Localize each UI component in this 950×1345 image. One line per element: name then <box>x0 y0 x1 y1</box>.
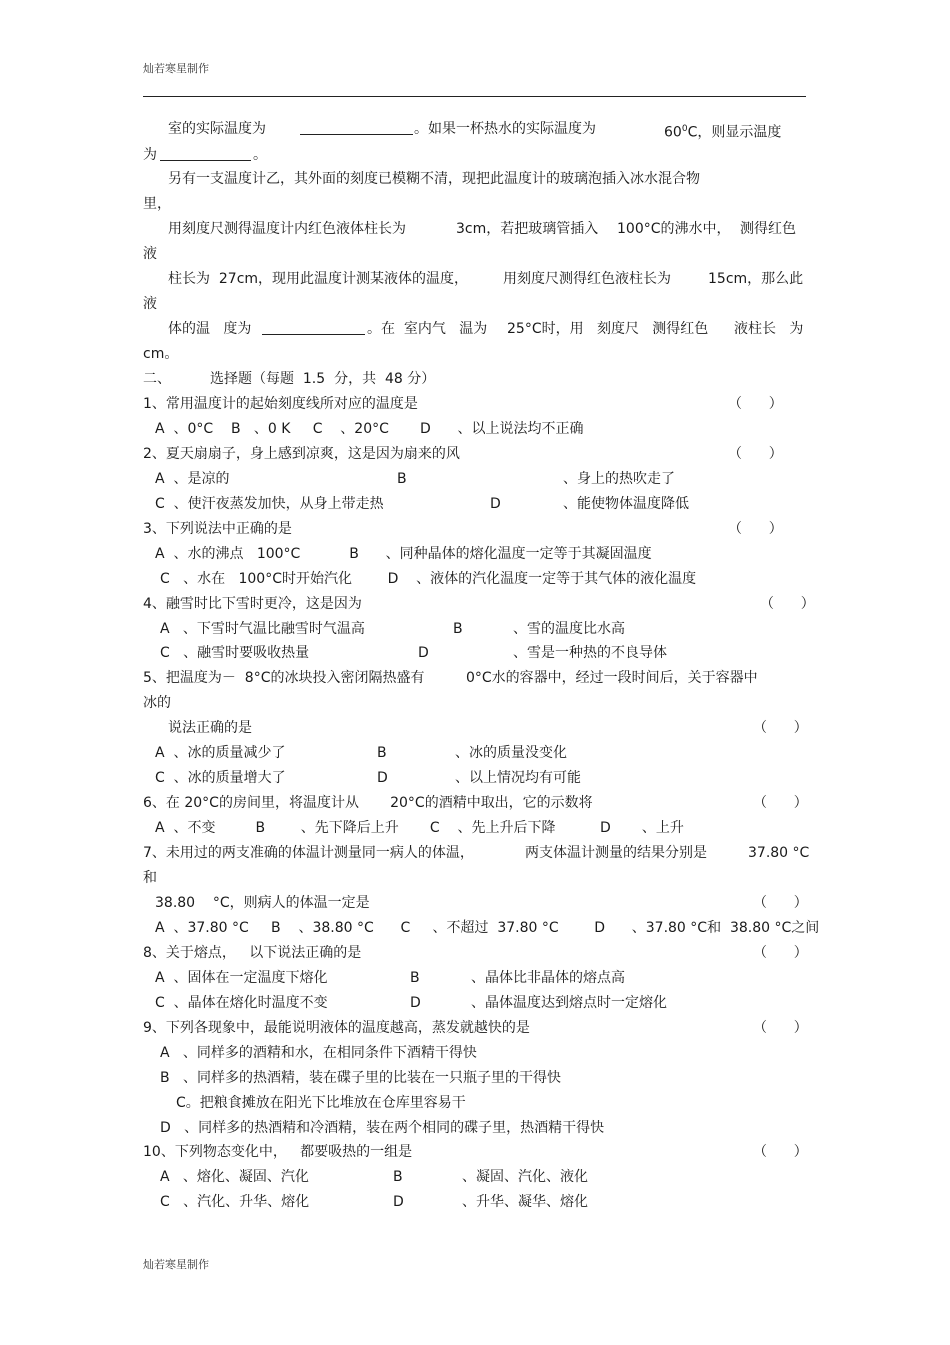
q8-option-b-letter: B <box>410 970 420 986</box>
fill-line-9a: 体的温 度为 <box>168 321 252 337</box>
q5-option-b-letter: B <box>377 745 387 761</box>
q5-option-b: 、冰的质量没变化 <box>455 745 567 761</box>
q4-option-b-letter: B <box>453 621 463 637</box>
q4-option-d: 、雪是一种热的不良导体 <box>513 645 667 661</box>
question-7d: 和 <box>143 870 157 886</box>
fill-line-2a: 为 <box>143 147 157 163</box>
question-3: 3、下列说法中正确的是 <box>143 521 292 537</box>
q2-option-d: 、能使物体温度降低 <box>563 496 689 512</box>
fill-line-5c: 100°C的沸水中， <box>617 221 731 237</box>
fill-line-8: 液 <box>143 296 157 312</box>
q10-option-d-letter: D <box>393 1194 404 1210</box>
fill-line-9c: 25°C时，用 刻度尺 测得红色 <box>507 321 709 337</box>
header-rule <box>143 96 806 97</box>
question-5d: 说法正确的是 <box>168 720 252 736</box>
question-9: 9、下列各现象中，最能说明液体的温度越高，蒸发就越快的是 <box>143 1020 530 1036</box>
q2-option-b-letter: B <box>397 471 407 487</box>
answer-parens-3[interactable]: （ ） <box>728 521 783 537</box>
q10-option-d: 、升华、凝华、熔化 <box>462 1194 588 1210</box>
fill-line-3: 另有一支温度计乙，其外面的刻度已模糊不清，现把此温度计的玻璃泡插入冰水混合物 <box>168 171 700 187</box>
q8-option-b: 、晶体比非晶体的熔点高 <box>471 970 625 986</box>
q8-option-d-letter: D <box>410 995 421 1011</box>
question-7-options: A 、37.80 °C B 、38.80 °C C 、不超过 37.80 °C D 、37.80 °C和 38.80 °C之间 <box>155 920 820 936</box>
q4-option-d-letter: D <box>418 645 429 661</box>
fill-line-4: 里， <box>143 196 171 212</box>
q8-option-c: C 、晶体在熔化时温度不变 <box>155 995 328 1011</box>
question-1: 1、常用温度计的起始刻度线所对应的温度是 <box>143 396 418 412</box>
q9-option-a: A 、同样多的酒精和水，在相同条件下酒精干得快 <box>160 1045 477 1061</box>
q5-option-a: A 、冰的质量减少了 <box>155 745 286 761</box>
answer-parens-6[interactable]: （ ） <box>753 795 808 811</box>
q5-option-d: 、以上情况均有可能 <box>455 770 581 786</box>
fill-line-9d: 液柱长 为 <box>734 321 804 337</box>
fill-line-7c: 15cm，那么此 <box>708 271 804 287</box>
question-1-options: A 、0°C B 、0 K C 、20°C D 、以上说法均不正确 <box>155 421 584 437</box>
q5-option-d-letter: D <box>377 770 388 786</box>
answer-parens-5[interactable]: （ ） <box>753 720 808 736</box>
fill-line-7a: 柱长为 27cm，现用此温度计测某液体的温度， <box>168 271 469 287</box>
fill-line-2b: 。 <box>253 147 267 163</box>
question-10: 10、下列物态变化中， 都要吸热的一组是 <box>143 1144 413 1160</box>
question-4: 4、融雪时比下雪时更冷，这是因为 <box>143 596 362 612</box>
fill-line-1-temp: $60^0C$，则显示温度 <box>664 124 782 141</box>
header-watermark: 灿若寒星制作 <box>143 62 209 75</box>
q4-option-a: A 、下雪时气温比融雪时气温高 <box>160 621 365 637</box>
fill-line-1a: 室的实际温度为 <box>168 121 266 137</box>
fill-line-7b: 用刻度尺测得红色液柱长为 <box>503 271 671 287</box>
q2-option-d-letter: D <box>490 496 501 512</box>
question-7e: 38.80 °C，则病人的体温一定是 <box>155 895 370 911</box>
question-7c: 37.80 °C <box>748 845 810 861</box>
question-7b: 两支体温计测量的结果分别是 <box>525 845 707 861</box>
fill-line-6: 液 <box>143 246 157 262</box>
question-6-options: A 、不变 B 、先下降后上升 C 、先上升后下降 D 、上升 <box>155 820 684 836</box>
fill-line-5d: 测得红色 <box>740 221 796 237</box>
q8-option-a: A 、固体在一定温度下熔化 <box>155 970 328 986</box>
q5-option-c: C 、冰的质量增大了 <box>155 770 286 786</box>
fill-line-5b: 3cm，若把玻璃管插入 <box>456 221 599 237</box>
answer-parens-9[interactable]: （ ） <box>753 1020 808 1036</box>
question-6: 6、在 20°C的房间里，将温度计从 20°C的酒精中取出，它的示数将 <box>143 795 593 811</box>
q10-option-a: A 、熔化、凝固、汽化 <box>160 1169 309 1185</box>
section-number: 二、 <box>143 371 171 387</box>
q3-options-ab: A 、水的沸点 100°C B 、同种晶体的熔化温度一定等于其凝固温度 <box>155 546 652 562</box>
question-2: 2、夏天扇扇子，身上感到凉爽，这是因为扇来的风 <box>143 446 460 462</box>
fill-line-1b: 。如果一杯热水的实际温度为 <box>414 121 596 137</box>
q2-option-c: C 、使汗夜蒸发加快，从身上带走热 <box>155 496 384 512</box>
q9-option-c: C。把粮食摊放在阳光下比堆放在仓库里容易干 <box>176 1095 466 1111</box>
question-8: 8、关于熔点， 以下说法正确的是 <box>143 945 362 961</box>
q2-option-b: 、身上的热吹走了 <box>563 471 675 487</box>
answer-parens-8[interactable]: （ ） <box>753 945 808 961</box>
answer-parens-7[interactable]: （ ） <box>753 895 808 911</box>
question-5c: 冰的 <box>143 695 171 711</box>
footer-watermark: 灿若寒星制作 <box>143 1258 209 1271</box>
q2-option-a: A 、是凉的 <box>155 471 230 487</box>
section-title: 选择题（每题 1.5 分，共 48 分） <box>210 371 436 387</box>
q9-option-d: D 、同样多的热酒精和冷酒精，装在两个相同的碟子里，热酒精干得快 <box>160 1120 605 1136</box>
q4-option-c: C 、融雪时要吸收热量 <box>160 645 310 661</box>
answer-blank-2[interactable] <box>160 146 251 161</box>
q3-options-cd: C 、水在 100°C时开始汽化 D 、液体的汽化温度一定等于其气体的液化温度 <box>160 571 697 587</box>
fill-line-5a: 用刻度尺测得温度计内红色液体柱长为 <box>168 221 406 237</box>
q8-option-d: 、晶体温度达到熔点时一定熔化 <box>471 995 667 1011</box>
q9-option-b: B 、同样多的热酒精，装在碟子里的比装在一只瓶子里的干得快 <box>160 1070 561 1086</box>
q4-option-b: 、雪的温度比水高 <box>513 621 625 637</box>
answer-parens-2[interactable]: （ ） <box>728 446 783 462</box>
q10-option-b-letter: B <box>393 1169 403 1185</box>
answer-parens-10[interactable]: （ ） <box>753 1144 808 1160</box>
q10-option-c: C 、汽化、升华、熔化 <box>160 1194 310 1210</box>
q10-option-b: 、凝固、汽化、液化 <box>462 1169 588 1185</box>
answer-blank-3[interactable] <box>262 320 365 335</box>
answer-blank-1[interactable] <box>300 120 413 135</box>
question-5b: 0°C水的容器中，经过一段时间后，关于容器中 <box>466 670 758 686</box>
answer-parens-4[interactable]: （ ） <box>760 596 815 612</box>
question-7a: 7、未用过的两支准确的体温计测量同一病人的体温， <box>143 845 474 861</box>
fill-line-9b: 。在 室内气 温为 <box>367 321 488 337</box>
question-5a: 5、把温度为－ 8°C的冰块投入密闭隔热盛有 <box>143 670 425 686</box>
answer-parens-1[interactable]: （ ） <box>728 396 783 412</box>
fill-line-10: cm。 <box>143 346 179 362</box>
